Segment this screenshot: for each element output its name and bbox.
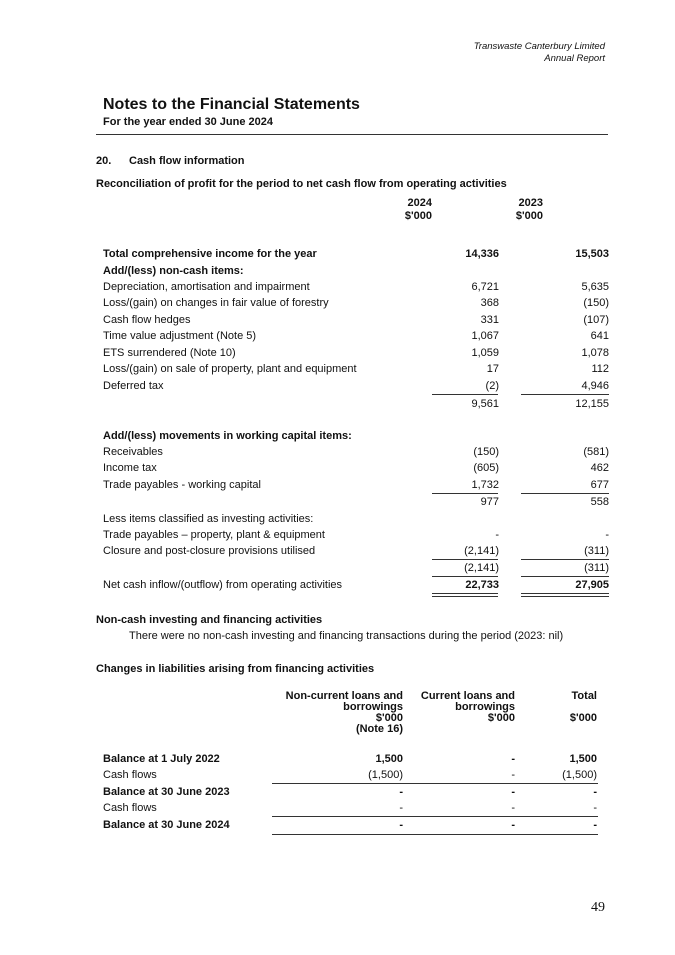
table-row [103,513,609,529]
row-label: Loss/(gain) on changes in fair value of forestry [103,297,329,309]
row-label: Closure and post-closure provisions utilised [103,545,316,557]
noncash-heading: Non-cash investing and financing activities [96,614,323,626]
col-2024-unit: $'000 [404,210,432,222]
value-total: (1,500) [562,769,597,781]
header-line: Total [571,690,597,702]
row-label: Depreciation, amortisation and impairment [103,281,310,293]
value-noncurrent: - [399,819,403,831]
header-line: (Note 16) [355,723,403,735]
row-label: ETS surrendered (Note 10) [103,347,236,359]
subtotal-line [432,394,498,395]
value-2023: 677 [590,479,609,491]
col-2024-year: 2024 [407,197,432,209]
header-line: Current loans and [420,690,515,702]
value-2024: (2,141) [464,545,499,557]
row-label: Cash flows [103,802,157,814]
value-2024: 1,732 [471,479,499,491]
page-number: 49 [591,900,605,915]
row-label: Balance at 30 June 2024 [103,819,230,831]
table-row [103,347,609,363]
report-name: Annual Report [544,53,605,64]
value-2024: (605) [473,462,499,474]
row-label: Net cash inflow/(outflow) from operating activities [103,579,343,591]
section-number: 20. [96,155,112,167]
col-2023-year: 2023 [518,197,543,209]
value-2024: (150) [473,446,499,458]
noncash-text: There were no non-cash investing and financing transactions during the period (2023: nil) [129,630,564,642]
row-label: Add/(less) movements in working capital items: [103,430,352,442]
header-line: borrowings [455,701,515,713]
value-current: - [511,786,515,798]
col-2024-header [352,197,432,223]
value-2023: (311) [584,545,609,557]
value-2023: 641 [590,330,609,342]
value-2024: 1,059 [471,347,499,359]
col-2023-unit: $'000 [515,210,543,222]
row-label: Cash flow hedges [103,314,191,326]
row-label: Trade payables - working capital [103,479,261,491]
row-label: Less items classified as investing activities: [103,513,314,525]
value-current: - [511,802,515,814]
value-2023: (311) [584,562,609,574]
value-2023: 5,635 [581,281,609,293]
page-subtitle: For the year ended 30 June 2024 [103,116,273,128]
col-total-header [570,691,597,724]
subtotal-row [103,398,609,414]
row-label: Balance at 30 June 2023 [103,786,230,798]
value-2023: - [605,529,609,541]
title-divider [96,134,608,135]
value-2024: 1,067 [471,330,499,342]
value-2023: 27,905 [575,579,609,591]
value-2024: 22,733 [465,579,499,591]
subtotal-line [521,559,609,560]
subtotal-line [432,559,498,560]
value-2024: 6,721 [471,281,499,293]
value-2023: 462 [590,462,609,474]
total-double-line [432,593,498,597]
value-2024: (2) [485,380,499,392]
table-row [103,281,609,297]
table-row [103,529,609,545]
row-label: Total comprehensive income for the year [103,248,317,260]
row-label: Add/(less) non-cash items: [103,265,244,277]
col-noncurrent-header [286,691,403,735]
value-2024: 9,561 [471,398,499,410]
header-line: Non-current loans and [285,690,403,702]
row-divider [272,816,598,817]
subtotal-line [521,394,609,395]
value-total: 1,500 [569,753,597,765]
report-header [474,41,605,65]
company-name: Transwaste Canterbury Limited [473,41,605,52]
table-row [103,819,597,835]
value-total: - [593,802,597,814]
table-row [103,265,609,281]
value-2023: (150) [583,297,609,309]
table-row [103,446,609,462]
value-noncurrent: (1,500) [368,769,403,781]
total-double-line [521,593,609,597]
value-2023: 4,946 [581,380,609,392]
row-label: Balance at 1 July 2022 [103,753,220,765]
table-row [103,297,609,313]
value-2024: - [495,529,499,541]
col-current-header [421,691,515,724]
value-total: - [593,786,597,798]
header-line: $'000 [569,712,597,724]
row-label: Income tax [103,462,157,474]
value-2024: 17 [486,363,499,375]
table-row [103,753,597,769]
value-current: - [511,769,515,781]
value-noncurrent: - [399,786,403,798]
value-2024: 14,336 [465,248,499,260]
table-row [103,363,609,379]
row-divider [272,834,598,835]
subtotal-line [432,576,498,577]
row-label: Time value adjustment (Note 5) [103,330,257,342]
value-total: - [593,819,597,831]
value-noncurrent: - [399,802,403,814]
row-label: Receivables [103,446,163,458]
table-row [103,330,609,346]
value-2024: 331 [480,314,499,326]
row-label: Deferred tax [103,380,164,392]
value-2023: 558 [590,496,609,508]
value-2024: 977 [480,496,499,508]
header-line: borrowings [343,701,403,713]
section-heading: Cash flow information [129,155,245,167]
table-row [103,430,609,446]
value-2023: 1,078 [581,347,609,359]
value-2024: 368 [480,297,499,309]
subtotal-line [521,493,609,494]
value-2023: 12,155 [575,398,609,410]
value-2024: (2,141) [464,562,499,574]
row-divider [272,783,598,784]
value-2023: 112 [591,363,609,375]
financing-heading: Changes in liabilities arising from financing activities [96,663,375,675]
page-title: Notes to the Financial Statements [103,96,360,113]
value-noncurrent: 1,500 [375,753,403,765]
header-line: $'000 [487,712,515,724]
table-row [103,462,609,478]
subtotal-row [103,496,609,512]
subtotal-line [521,576,609,577]
col-2023-header [463,197,543,223]
value-current: - [511,753,515,765]
header-line: $'000 [375,712,403,724]
row-label: Loss/(gain) on sale of property, plant and equipment [103,363,357,375]
value-current: - [511,819,515,831]
recon-heading: Reconciliation of profit for the period to net cash flow from operating activities [96,178,507,190]
row-label: Cash flows [103,769,157,781]
value-2023: (581) [583,446,609,458]
table-row [103,786,597,802]
row-label: Trade payables – property, plant & equipment [103,529,325,541]
value-2023: 15,503 [575,248,609,260]
value-2023: (107) [583,314,609,326]
table-row [103,248,609,264]
table-row [103,314,609,330]
subtotal-line [432,493,498,494]
